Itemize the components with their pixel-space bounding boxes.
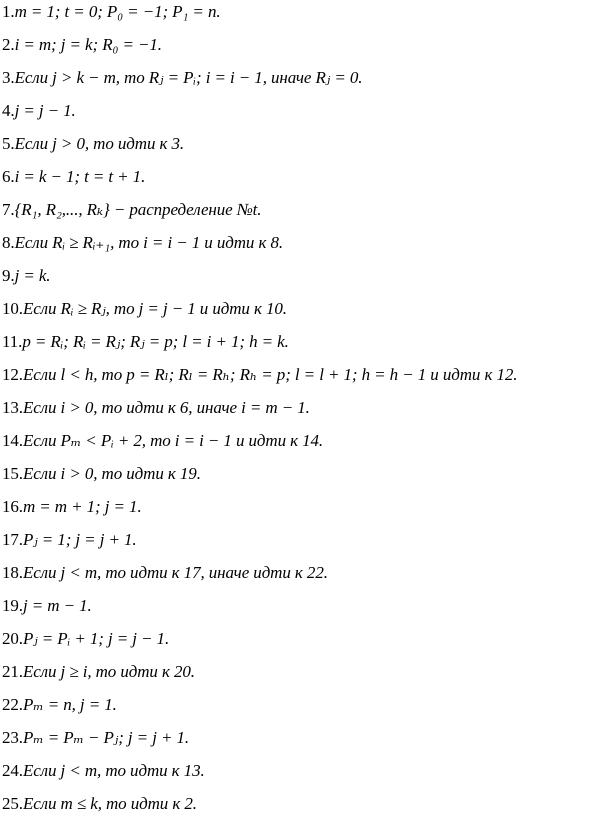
step-text: m = m + 1; j = 1.	[22, 497, 142, 516]
step-number: 24.	[2, 761, 23, 780]
step-text: Pⱼ = 1; j = j + 1.	[22, 530, 137, 549]
step-number: 2.	[2, 35, 15, 54]
algorithm-step-17	[2, 530, 137, 550]
step-number: 23.	[2, 728, 23, 747]
algorithm-step-3	[2, 68, 362, 88]
step-text: {R₁, R₂,..., Rₖ} − распределение №t.	[14, 200, 262, 219]
algorithm-step-16	[2, 497, 142, 517]
algorithm-step-14	[2, 431, 323, 451]
algorithm-step-22	[2, 695, 117, 715]
step-number: 25.	[2, 794, 23, 813]
algorithm-step-1	[2, 2, 221, 22]
step-text: j = m − 1.	[22, 596, 92, 615]
algorithm-step-11	[2, 332, 289, 352]
step-number: 20.	[2, 629, 23, 648]
step-text: Pₘ = n, j = 1.	[22, 695, 117, 714]
step-number: 19.	[2, 596, 23, 615]
step-text: Если Rᵢ ≥ Rⱼ, то j = j − 1 и идти к 10.	[22, 299, 287, 318]
step-number: 9.	[2, 266, 15, 285]
algorithm-step-20	[2, 629, 169, 649]
algorithm-step-23	[2, 728, 189, 748]
step-number: 15.	[2, 464, 23, 483]
algorithm-step-12	[2, 365, 517, 385]
step-text: j = j − 1.	[14, 101, 76, 120]
step-number: 10.	[2, 299, 23, 318]
step-text: Если j ≥ i, то идти к 20.	[22, 662, 195, 681]
step-text: Если j < m, то идти к 13.	[22, 761, 205, 780]
step-number: 18.	[2, 563, 23, 582]
step-text: i = m; j = k; R₀ = −1.	[14, 35, 162, 54]
step-text: Если Pₘ < Pᵢ + 2, то i = i − 1 и идти к 14.	[22, 431, 324, 450]
algorithm-step-6	[2, 167, 145, 187]
step-number: 5.	[2, 134, 15, 153]
algorithm-step-4	[2, 101, 76, 121]
step-text: Если j < m, то идти к 17, иначе идти к 22.	[22, 563, 328, 582]
algorithm-step-9	[2, 266, 50, 286]
step-number: 13.	[2, 398, 23, 417]
algorithm-step-15	[2, 464, 201, 484]
algorithm-step-21	[2, 662, 195, 682]
step-text: Если j > 0, то идти к 3.	[14, 134, 185, 153]
step-text: Если i > 0, то идти к 6, иначе i = m − 1.	[22, 398, 310, 417]
step-number: 6.	[2, 167, 15, 186]
step-text: j = k.	[14, 266, 51, 285]
step-text: i = k − 1; t = t + 1.	[14, 167, 146, 186]
algorithm-step-13	[2, 398, 310, 418]
algorithm-step-18	[2, 563, 328, 583]
algorithm-step-25	[2, 794, 197, 814]
step-number: 12.	[2, 365, 23, 384]
step-text: Если j > k − m, то Rⱼ = Pᵢ; i = i − 1, иначе Rⱼ = 0.	[14, 68, 363, 87]
step-number: 3.	[2, 68, 15, 87]
step-number: 14.	[2, 431, 23, 450]
algorithm-step-24	[2, 761, 205, 781]
step-text: Если i > 0, то идти к 19.	[22, 464, 201, 483]
step-text: Pₘ = Pₘ − Pⱼ; j = j + 1.	[22, 728, 190, 747]
step-number: 4.	[2, 101, 15, 120]
step-number: 11.	[2, 332, 23, 351]
step-number: 16.	[2, 497, 23, 516]
algorithm-step-19	[2, 596, 92, 616]
algorithm-step-5	[2, 134, 184, 154]
step-text: Если l < h, то p = Rₗ; Rₗ = Rₕ; Rₕ = p; l = l + 1; h = h − 1 и идти к 12.	[22, 365, 518, 384]
algorithm-step-8	[2, 233, 283, 253]
step-text: Если m ≤ k, то идти к 2.	[22, 794, 197, 813]
algorithm-step-2	[2, 35, 162, 55]
step-number: 1.	[2, 2, 15, 21]
step-number: 8.	[2, 233, 15, 252]
step-text: Если Rᵢ ≥ Rᵢ₊₁, то i = i − 1 и идти к 8.	[14, 233, 284, 252]
step-number: 22.	[2, 695, 23, 714]
step-number: 21.	[2, 662, 23, 681]
algorithm-step-10	[2, 299, 287, 319]
algorithm-step-7	[2, 200, 261, 220]
step-text: p = Rᵢ; Rᵢ = Rⱼ; Rⱼ = p; l = i + 1; h = k.	[22, 332, 289, 351]
step-number: 17.	[2, 530, 23, 549]
step-text: Pⱼ = Pᵢ + 1; j = j − 1.	[22, 629, 170, 648]
step-number: 7.	[2, 200, 15, 219]
step-text: m = 1; t = 0; P₀ = −1; P₁ = n.	[14, 2, 221, 21]
